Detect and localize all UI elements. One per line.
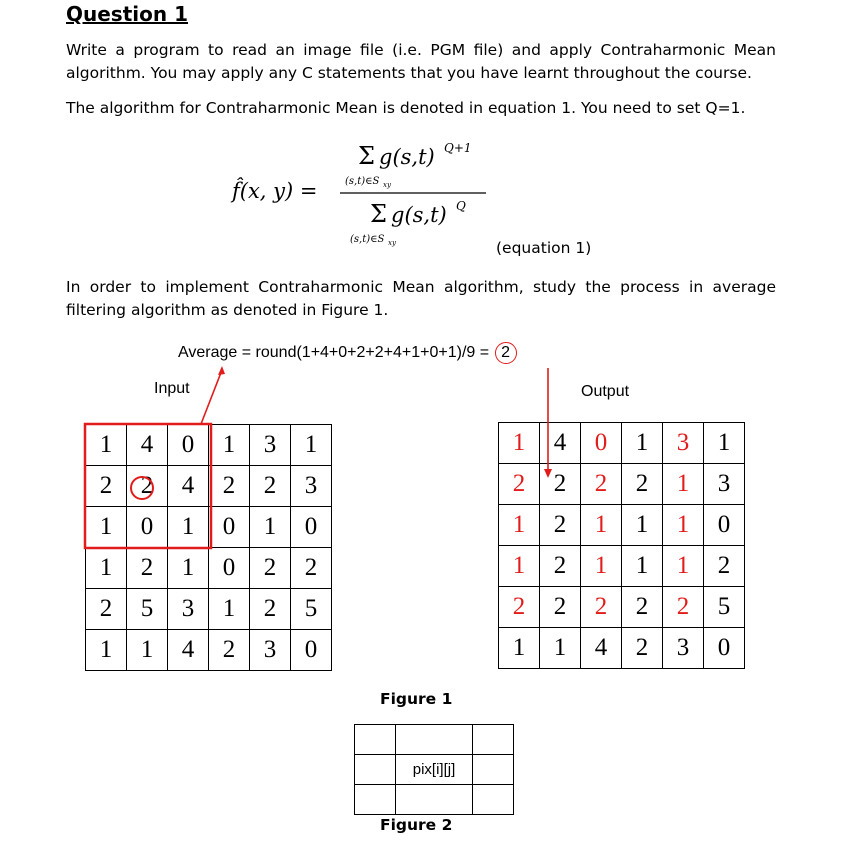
- denominator-term: g(s,t): [391, 203, 447, 227]
- grid-cell: 2: [622, 464, 663, 505]
- grid-cell: 3: [704, 464, 745, 505]
- grid-cell: 0: [209, 507, 250, 548]
- fig2-cell: [396, 725, 473, 755]
- grid-cell: 1: [499, 423, 540, 464]
- grid-cell: 0: [209, 548, 250, 589]
- grid-cell: 2: [540, 505, 581, 546]
- denominator-subscript: (s,t)∈S: [350, 234, 385, 245]
- numerator-sum-symbol: Σ: [358, 142, 375, 170]
- figure1-caption: Figure 1: [380, 690, 453, 708]
- fig2-cell: [355, 725, 396, 755]
- grid-cell: 3: [663, 423, 704, 464]
- study-paragraph: In order to implement Contraharmonic Mean algorithm, study the process in average filtering algorithm as denoted in Figure 1.: [66, 278, 776, 319]
- grid-cell: 4: [127, 425, 168, 466]
- figure2-grid: [354, 724, 514, 815]
- grid-cell: 2: [250, 548, 291, 589]
- grid-row: [86, 589, 332, 630]
- grid-cell: 4: [540, 423, 581, 464]
- grid-cell: 0: [291, 507, 332, 548]
- grid-cell: 1: [622, 423, 663, 464]
- grid-row: [499, 505, 745, 546]
- grid-cell: 2: [86, 589, 127, 630]
- numerator-term: g(s,t): [379, 145, 435, 169]
- question-title: Question 1: [66, 2, 188, 26]
- grid-cell: 1: [499, 628, 540, 669]
- grid-cell: 2: [250, 589, 291, 630]
- numerator-subscript: (s,t)∈S: [345, 176, 380, 187]
- grid-row: [86, 507, 332, 548]
- denominator-exponent: Q: [456, 199, 466, 213]
- grid-cell: 4: [168, 466, 209, 507]
- fig2-cell: [473, 785, 514, 815]
- grid-cell: 2: [704, 546, 745, 587]
- grid-cell: 2: [581, 464, 622, 505]
- grid-cell: 2: [540, 464, 581, 505]
- grid-cell: 0: [291, 630, 332, 671]
- contraharmonic-equation: [230, 132, 500, 252]
- grid-cell: 1: [291, 425, 332, 466]
- average-formula: [178, 342, 517, 364]
- grid-cell: 5: [127, 589, 168, 630]
- grid-cell: 5: [704, 587, 745, 628]
- grid-cell: 1: [581, 505, 622, 546]
- grid-cell: 4: [581, 628, 622, 669]
- input-arrow-line: [201, 370, 222, 424]
- grid-cell: 2: [540, 546, 581, 587]
- fig2-cell: [396, 785, 473, 815]
- grid-cell: 1: [581, 546, 622, 587]
- grid-row: [499, 628, 745, 669]
- grid-cell: 3: [168, 589, 209, 630]
- input-grid: [85, 424, 332, 671]
- grid-cell: 2: [250, 466, 291, 507]
- grid-cell: 5: [291, 589, 332, 630]
- grid-cell: 2: [540, 587, 581, 628]
- input-label: Input: [154, 380, 190, 397]
- grid-cell: 1: [86, 548, 127, 589]
- grid-cell: 3: [250, 630, 291, 671]
- grid-cell: 1: [622, 546, 663, 587]
- grid-cell: 1: [540, 628, 581, 669]
- grid-cell: 1: [663, 464, 704, 505]
- grid-cell: 1: [663, 546, 704, 587]
- grid-row: [86, 466, 332, 507]
- grid-cell: 1: [209, 589, 250, 630]
- fig2-cell: [355, 785, 396, 815]
- grid-cell: 0: [581, 423, 622, 464]
- grid-cell: 0: [704, 505, 745, 546]
- grid-cell: 1: [127, 630, 168, 671]
- grid-cell: 2: [622, 628, 663, 669]
- grid-cell: 2: [499, 587, 540, 628]
- grid-cell: 2: [86, 466, 127, 507]
- equation-label: (equation 1): [496, 239, 592, 257]
- grid-cell: 2: [127, 466, 168, 507]
- numerator-exponent: Q+1: [444, 141, 472, 155]
- denominator-sum-symbol: Σ: [370, 200, 387, 228]
- grid-row: [499, 546, 745, 587]
- grid-cell: 1: [499, 505, 540, 546]
- grid-row: [86, 548, 332, 589]
- equation-intro-paragraph: The algorithm for Contraharmonic Mean is denoted in equation 1. You need to set Q=1.: [66, 99, 746, 117]
- grid-cell: 1: [168, 507, 209, 548]
- grid-cell: 2: [663, 587, 704, 628]
- fig2-center-cell: pix[i][j]: [396, 755, 473, 785]
- grid-cell: 4: [168, 630, 209, 671]
- denominator-subscript-xy: xy: [388, 239, 396, 247]
- grid-cell: 2: [127, 548, 168, 589]
- grid-cell: 1: [622, 505, 663, 546]
- grid-row: [86, 425, 332, 466]
- grid-cell: 1: [86, 425, 127, 466]
- grid-cell: 2: [209, 630, 250, 671]
- input-arrow-head: [218, 366, 225, 375]
- grid-cell: 0: [127, 507, 168, 548]
- grid-cell: 2: [622, 587, 663, 628]
- grid-cell: 1: [86, 630, 127, 671]
- grid-cell: 1: [499, 546, 540, 587]
- grid-cell: 3: [250, 425, 291, 466]
- grid-cell: 1: [209, 425, 250, 466]
- equation-lhs: f̂(x, y) =: [232, 179, 318, 203]
- grid-cell: 1: [250, 507, 291, 548]
- output-grid: [498, 422, 745, 669]
- numerator-subscript-xy: xy: [383, 181, 391, 189]
- fig2-cell: [355, 755, 396, 785]
- fig2-cell: [473, 725, 514, 755]
- grid-cell: 1: [704, 423, 745, 464]
- grid-cell: 0: [168, 425, 209, 466]
- figure2-caption: Figure 2: [380, 816, 453, 834]
- grid-row: [499, 587, 745, 628]
- grid-cell: 2: [291, 548, 332, 589]
- grid-cell: 1: [663, 505, 704, 546]
- average-text: Average = round(1+4+0+2+2+4+1+0+1)/9 =: [178, 344, 490, 361]
- grid-cell: 3: [663, 628, 704, 669]
- grid-row: [86, 630, 332, 671]
- grid-cell: 2: [499, 464, 540, 505]
- grid-cell: 2: [581, 587, 622, 628]
- grid-cell: 0: [704, 628, 745, 669]
- grid-cell: 1: [86, 507, 127, 548]
- output-label: Output: [581, 383, 630, 400]
- fig2-cell: [473, 755, 514, 785]
- intro-paragraph: Write a program to read an image file (i.e. PGM file) and apply Contraharmonic Mean algorithm. You may apply any C statements that you have learnt throughout the course.: [66, 41, 776, 82]
- grid-cell: 1: [168, 548, 209, 589]
- average-result: 2: [495, 342, 517, 364]
- grid-cell: 2: [209, 466, 250, 507]
- grid-row: [499, 423, 745, 464]
- grid-row: [499, 464, 745, 505]
- grid-cell: 3: [291, 466, 332, 507]
